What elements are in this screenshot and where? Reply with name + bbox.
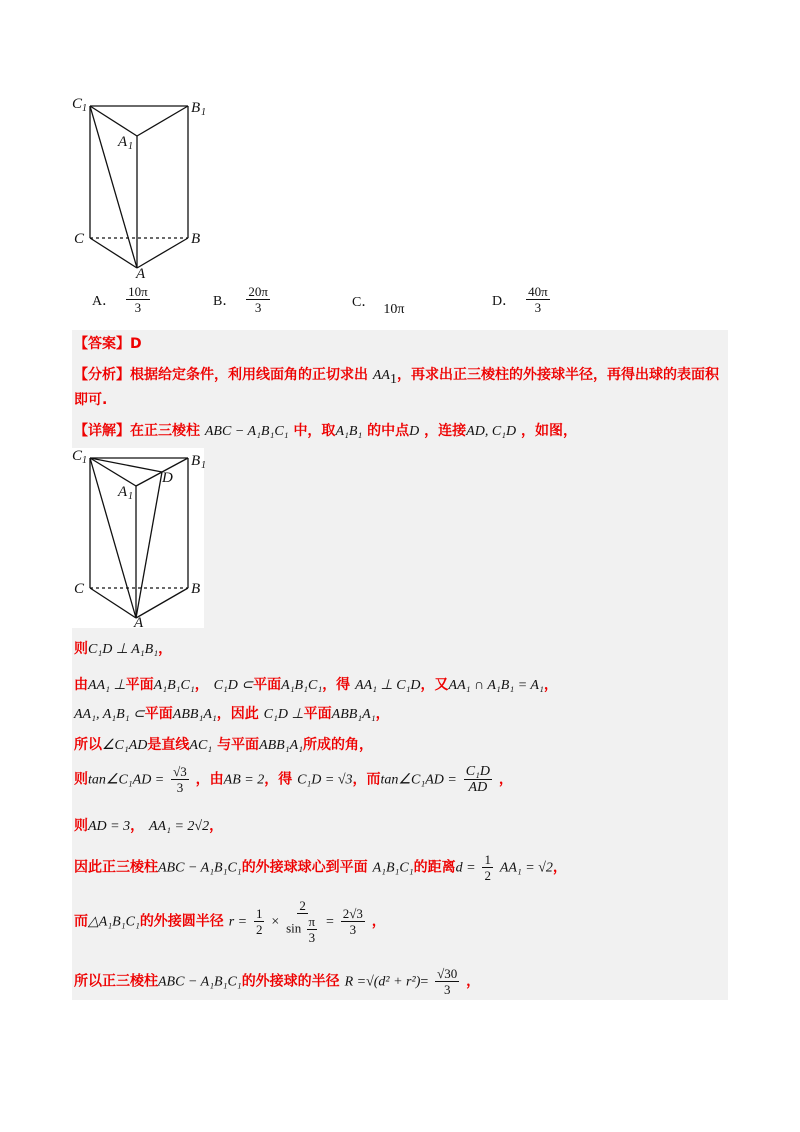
step-3: AA₁, A₁B₁ ⊂平面ABB₁A₁，因此 C₁D ⊥平面ABB₁A₁，: [74, 706, 390, 722]
prism-figure-2: [72, 448, 206, 631]
prism-diagram-2: [72, 448, 206, 631]
answer-line: 【答案】D: [74, 336, 142, 352]
svg-text:1: 1: [128, 491, 133, 502]
label-A1: A: [118, 134, 128, 150]
step-4: 所以∠C₁AD是直线AC₁ 与平面ABB₁A₁所成的角，: [74, 737, 374, 753]
svg-text:1: 1: [201, 460, 206, 471]
label-D: D: [162, 470, 173, 486]
detail-line: 【详解】在正三棱柱 ABC − A₁B₁C₁ 中，取A₁B₁ 的中点D ，连接AD, C₁D ，如图，: [74, 423, 578, 439]
choice-c: C． 10π: [352, 295, 405, 317]
step-9: 所以正三棱柱ABC − A₁B₁C₁的外接球的半径 R =√(d² + r²)= $\frac{√30}{3}$ ，: [74, 966, 481, 997]
label-C: C: [74, 231, 85, 247]
analysis-line-2: 即可.: [74, 392, 108, 408]
step-5: 则tan∠C₁AD = $\frac{√3}{3}$ ，由AB = 2，得 C₁D = √3，而tan∠C₁AD = $\frac{\text{C₁D}}{AD}$ ，: [74, 764, 513, 795]
label-A: A: [136, 266, 146, 282]
label-C: C: [74, 581, 85, 597]
step-1: 则C₁D ⊥ A₁B₁，: [74, 641, 173, 657]
analysis-line-1: 【分析】根据给定条件，利用线面角的正切求出 $AA_1$，再求出正三棱柱的外接球半径，再得出球的表面积: [74, 367, 719, 387]
label-B1: B: [191, 100, 201, 116]
label-B: B: [191, 581, 201, 597]
choice-b: B． $\frac{20\pi}{3}$: [213, 284, 268, 315]
label-B: B: [191, 231, 201, 247]
svg-text:1: 1: [128, 141, 133, 152]
step-6: 则AD = 3， AA₁ = 2√2，: [74, 818, 224, 834]
label-B1: B: [191, 453, 201, 469]
svg-text:1: 1: [82, 103, 87, 114]
choice-d: D． $\frac{40\pi}{3}$: [492, 284, 548, 315]
svg-text:1: 1: [201, 107, 206, 118]
label-A1: A: [118, 484, 128, 500]
step-2: 由AA₁ ⊥平面A₁B₁C₁， C₁D ⊂平面A₁B₁C₁，得 AA₁ ⊥ C₁D，又AA₁ ∩ A₁B₁ = A₁，: [74, 677, 558, 693]
step-8: 而△A₁B₁C₁的外接圆半径 r = $\frac{1}{2}$ × 2 sin $\frac{\pi}{3}$ = $\frac{2√3}{3}$ ，: [74, 898, 386, 945]
prism-figure-1: [66, 94, 216, 282]
choice-a: A． $\frac{10\pi}{3}$: [92, 284, 148, 315]
prism-diagram-1: [66, 94, 216, 282]
step-7: 因此正三棱柱ABC − A₁B₁C₁的外接球球心到平面 A₁B₁C₁的距离d = $\frac{1}{2}$ AA₁ = √2，: [74, 852, 567, 883]
label-C1: C: [72, 96, 83, 112]
label-A: A: [134, 615, 144, 631]
label-C1: C: [72, 448, 83, 464]
svg-text:1: 1: [82, 455, 87, 466]
